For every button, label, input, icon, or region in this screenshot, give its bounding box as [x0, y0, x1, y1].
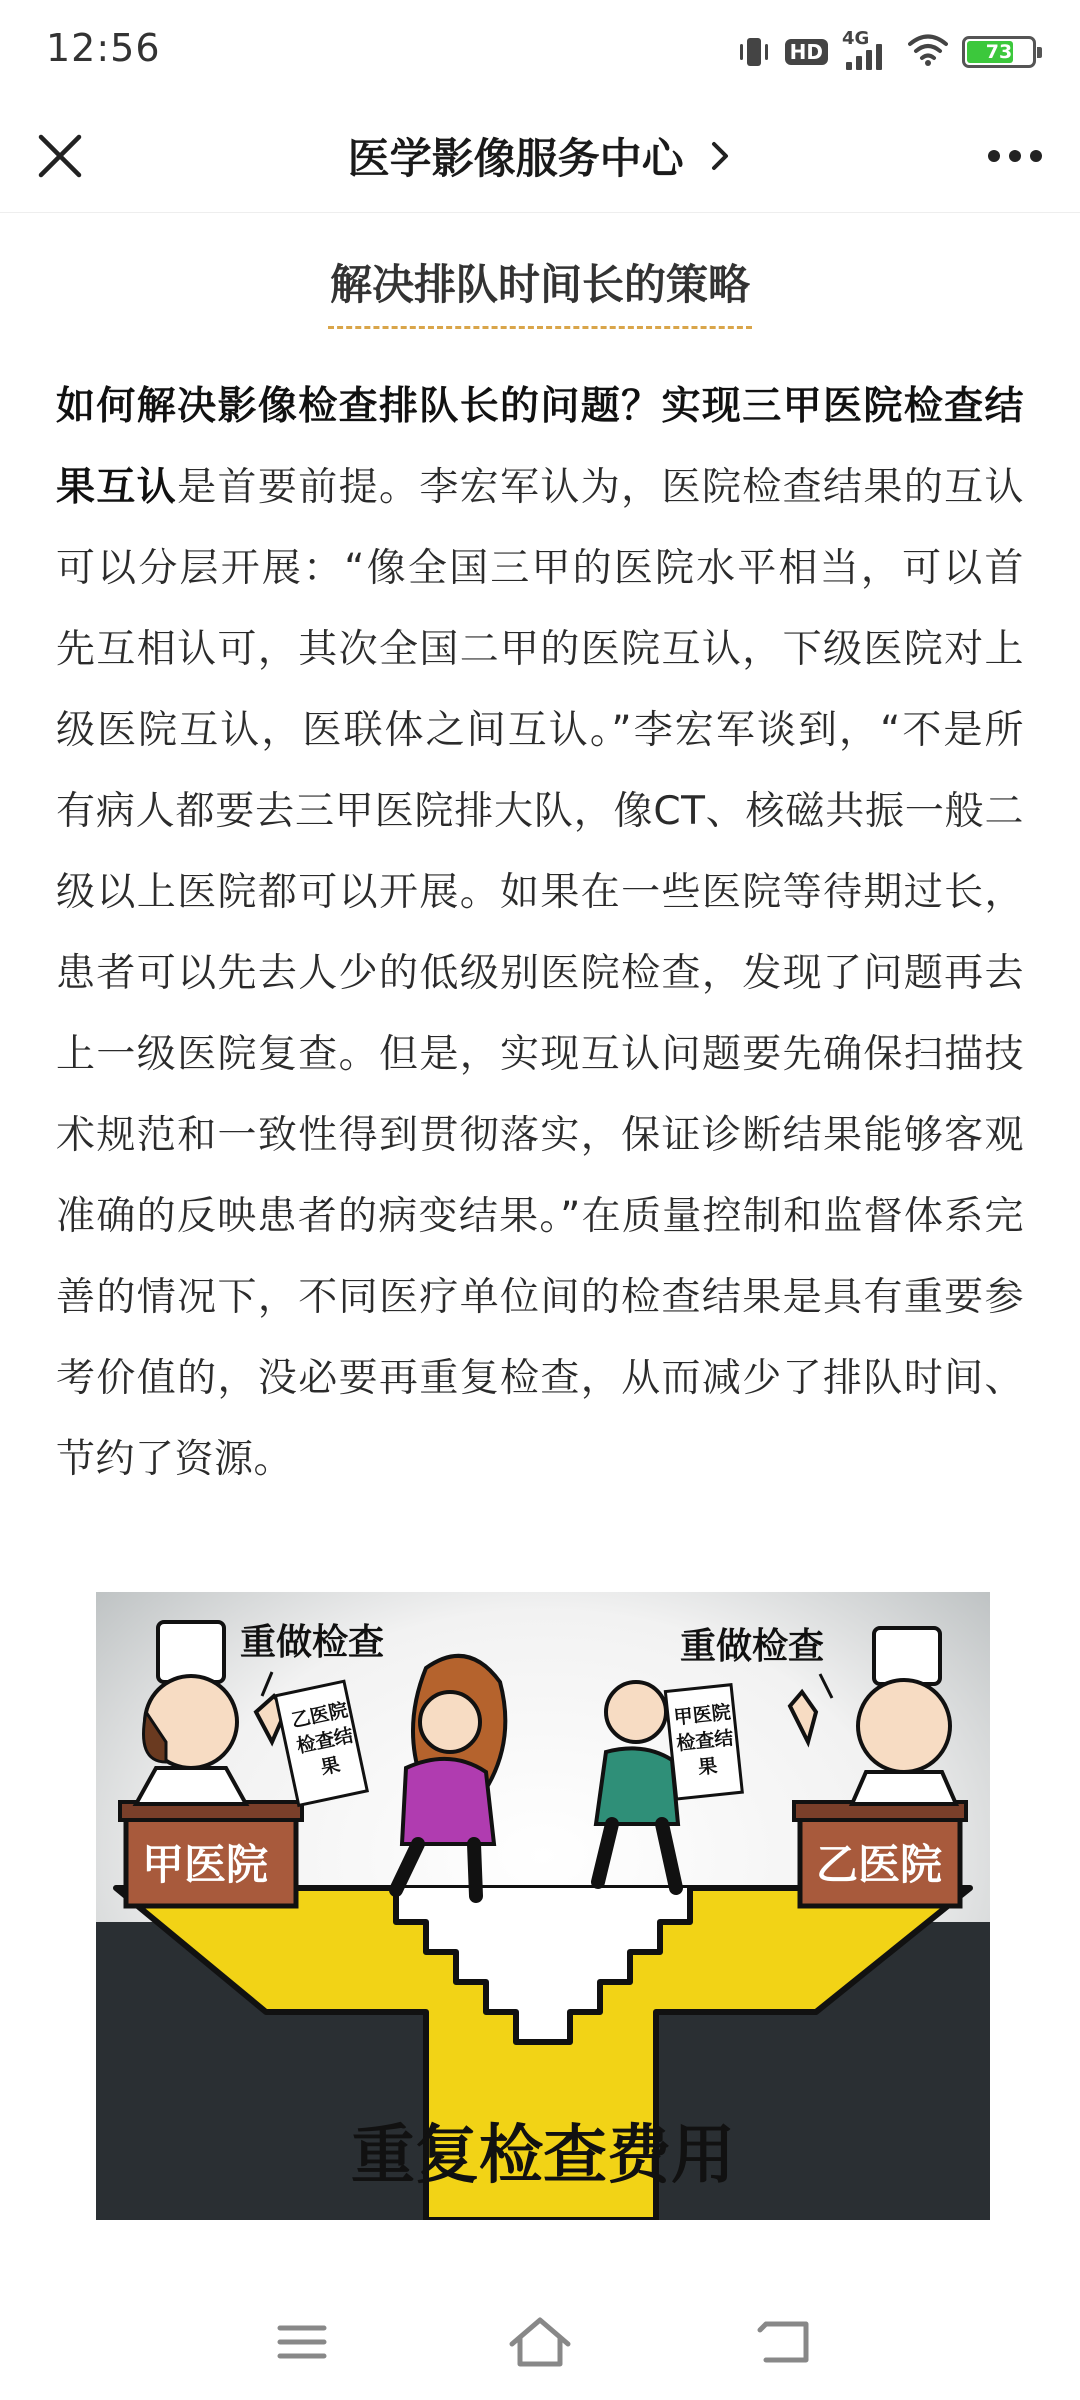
paper-left-line1: 乙医院 [289, 1698, 350, 1733]
status-icons [737, 30, 1036, 74]
battery-icon [962, 36, 1036, 68]
back-icon [744, 2310, 824, 2374]
hd-badge: HD [785, 39, 828, 65]
back-button[interactable] [744, 2310, 824, 2374]
page-title-text: 医学影像服务中心 [347, 134, 684, 183]
article-illustration [96, 1592, 990, 2220]
menu-button[interactable] [262, 2310, 342, 2374]
article-paragraph [56, 366, 1024, 1500]
section-title-wrap [0, 252, 1080, 329]
signal-icon [842, 28, 894, 72]
more-button[interactable] [980, 124, 1050, 188]
more-dots-icon [980, 124, 1050, 188]
article-lead-bold: 如何解决影像检查排队长的问题？实现三甲医院检查结果互认 [56, 384, 1024, 510]
vibrate-icon [737, 32, 771, 72]
paper-right-line2: 检查结果 [675, 1727, 735, 1779]
battery-level: 73 [985, 41, 1013, 63]
navigation-bar [0, 2290, 1080, 2400]
network-type: 4G [842, 28, 870, 49]
title-bar [0, 100, 1080, 213]
chevron-right-icon [708, 136, 732, 176]
speech-right: 重做检查 [680, 1626, 825, 1667]
paper-right-line1: 甲医院 [672, 1701, 732, 1730]
hospital-left-sign: 甲医院 [142, 1840, 269, 1889]
status-time: 12:56 [46, 26, 161, 70]
speech-left: 重做检查 [240, 1622, 385, 1663]
section-title: 解决排队时间长的策略 [328, 252, 752, 329]
paper-right [668, 1699, 742, 1783]
page-title[interactable] [0, 126, 1080, 186]
wifi-icon [908, 33, 948, 71]
illustration-caption: 重复检查费用 [351, 2119, 735, 2193]
home-icon [500, 2310, 580, 2374]
hospital-right-sign: 乙医院 [816, 1840, 943, 1889]
status-bar [0, 0, 1080, 100]
home-button[interactable] [500, 2310, 580, 2374]
paper-left-line2: 检查结果 [294, 1724, 356, 1780]
menu-icon [262, 2310, 342, 2374]
article-body-text: 是首要前提。李宏军认为，医院检查结果的互认可以分层开展：“像全国三甲的医院水平相当，可以首先互相认可，其次全国二甲的医院互认，下级医院对上级医院互认，医联体之间互认。”李宏军谈到，“不是所有病人都要去三甲医院排大队，像CT、核磁共振一般二级以上医院都可以开展。如果在一些医院等待期过长，患者可以先去人少的低级别医院检查，发现了问题再去上一级医院复查。但是，实现互认问题要先确保扫描技术规范和一致性得到贯彻落实，保证诊断结果能够客观准确的反映患者的病变结果。”在质量控制和监督体系完善的情况下，不同医疗单位间的检查结果是具有重要参考价值的，没必要再重复检查，从而减少了排队时间、节约了资源。 [56, 465, 1024, 1482]
